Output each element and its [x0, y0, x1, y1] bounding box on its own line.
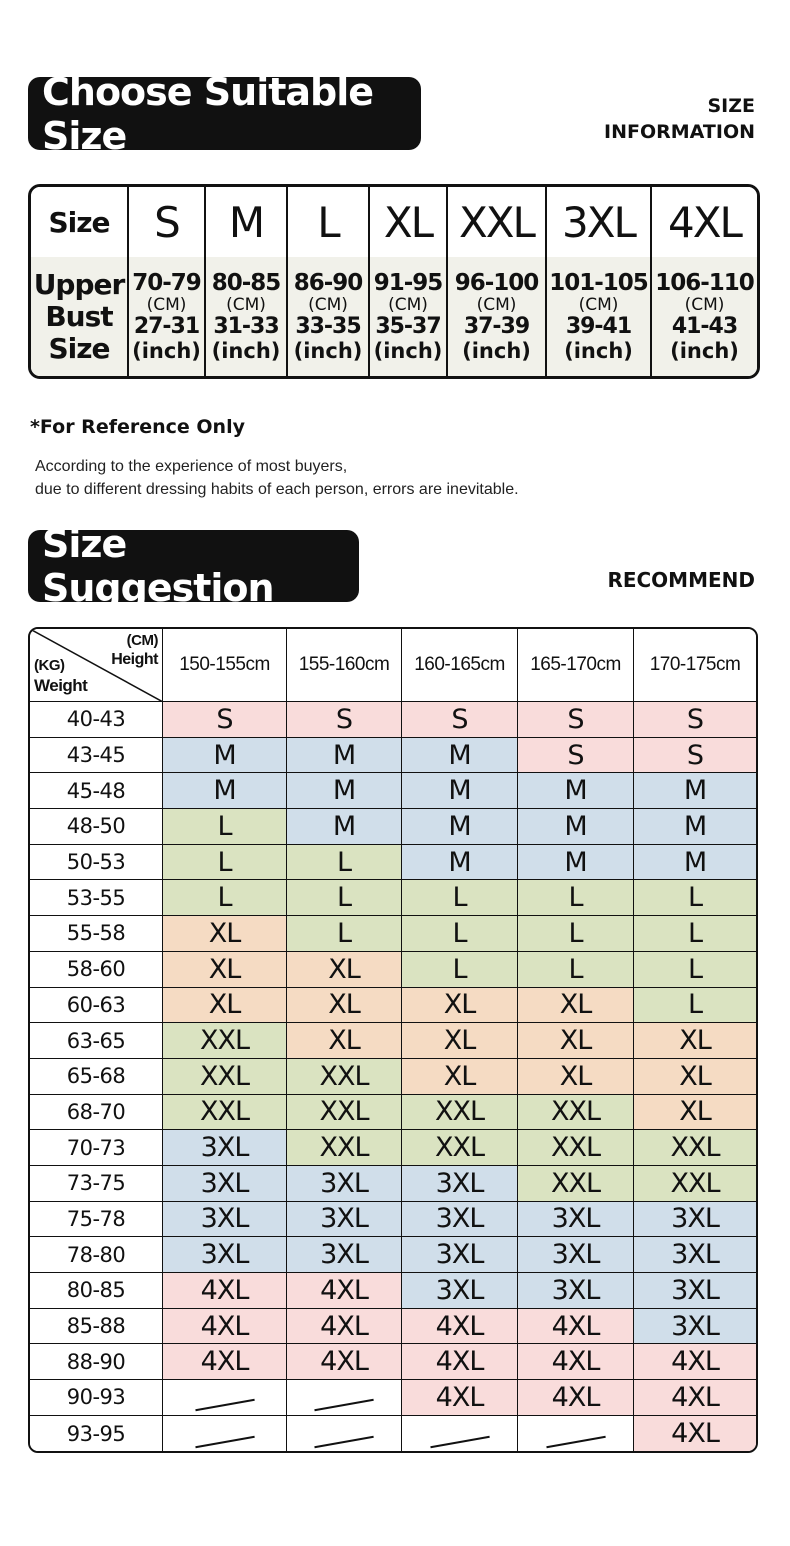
weight-cell: 63-65 — [30, 1023, 163, 1059]
suggested-size-cell: L — [634, 880, 756, 916]
corner-height-label: Height — [111, 651, 158, 668]
weight-row — [30, 845, 756, 881]
suggested-size-cell: 3XL — [518, 1237, 634, 1273]
suggested-size-cell: XL — [287, 988, 402, 1024]
size-information-table — [28, 184, 760, 379]
suggested-size-cell: XXL — [402, 1095, 518, 1131]
weight-cell: 53-55 — [30, 880, 163, 916]
suggested-size-cell: XXL — [402, 1130, 518, 1166]
bust-inch-value: 35-37 — [375, 313, 441, 339]
suggested-size-cell: L — [402, 952, 518, 988]
suggested-size-cell: 3XL — [518, 1202, 634, 1238]
suggested-size-cell: 4XL — [402, 1380, 518, 1416]
weight-cell: 50-53 — [30, 845, 163, 881]
height-header-cell: 170-175cm — [634, 629, 756, 702]
suggested-size-cell: XL — [402, 1059, 518, 1095]
size-cell-xl: XL — [370, 187, 448, 257]
suggested-size-cell: 4XL — [634, 1416, 756, 1452]
suggested-size-cell: L — [518, 880, 634, 916]
weight-row — [30, 1309, 756, 1345]
suggested-size-cell: L — [634, 952, 756, 988]
upper-bust-size-header-cell — [31, 257, 129, 376]
inch-unit-label: (inch) — [132, 338, 201, 363]
suggested-size-cell: 4XL — [518, 1309, 634, 1345]
not-available-dash-icon — [430, 1435, 489, 1447]
weight-cell: 60-63 — [30, 988, 163, 1024]
suggested-size-cell: XXL — [518, 1130, 634, 1166]
suggested-size-cell: 3XL — [634, 1202, 756, 1238]
weight-cell: 88-90 — [30, 1344, 163, 1380]
suggested-size-cell: 3XL — [634, 1273, 756, 1309]
suggested-size-cell: M — [163, 738, 287, 774]
suggested-size-cell: 4XL — [287, 1273, 402, 1309]
inch-unit-label: (inch) — [373, 338, 443, 363]
size-header-cell: Size — [31, 187, 129, 257]
size-cell-xxl: XXL — [448, 187, 547, 257]
size-row — [31, 187, 757, 257]
suggested-size-cell: L — [634, 916, 756, 952]
suggested-size-cell: 4XL — [634, 1380, 756, 1416]
suggested-size-cell: XL — [163, 988, 287, 1024]
suggested-size-cell: M — [402, 845, 518, 881]
not-available-cell — [163, 1416, 287, 1452]
bust-inch-value: 37-39 — [463, 313, 530, 339]
weight-cell: 65-68 — [30, 1059, 163, 1095]
suggested-size-cell: XL — [518, 1023, 634, 1059]
upper-bust-header-word: Size — [48, 331, 110, 365]
suggested-size-cell: XXL — [634, 1166, 756, 1202]
weight-row — [30, 1059, 756, 1095]
weight-row — [30, 1273, 756, 1309]
weight-row — [30, 738, 756, 774]
suggested-size-cell: 3XL — [163, 1130, 287, 1166]
weight-cell: 40-43 — [30, 702, 163, 738]
weight-cell: 75-78 — [30, 1202, 163, 1238]
suggested-size-cell: M — [518, 845, 634, 881]
bust-cell-4xl — [652, 257, 757, 376]
weight-row — [30, 1237, 756, 1273]
suggested-size-cell: 3XL — [287, 1202, 402, 1238]
suggested-size-cell: L — [634, 988, 756, 1024]
suggested-size-cell: XXL — [634, 1130, 756, 1166]
not-available-cell — [163, 1380, 287, 1416]
cm-unit-label: (CM) — [226, 294, 266, 315]
suggested-size-cell: M — [634, 809, 756, 845]
weight-cell: 73-75 — [30, 1166, 163, 1202]
recommend-label: RECOMMEND — [607, 568, 755, 592]
suggested-size-cell: L — [287, 880, 402, 916]
suggested-size-cell: M — [634, 773, 756, 809]
suggested-size-cell: L — [402, 880, 518, 916]
not-available-cell — [402, 1416, 518, 1452]
suggested-size-cell: XL — [634, 1095, 756, 1131]
weight-cell: 70-73 — [30, 1130, 163, 1166]
corner-weight-label: Weight — [34, 676, 88, 695]
cm-unit-label: (CM) — [578, 294, 619, 315]
height-header-cell: 155-160cm — [287, 629, 402, 702]
corner-cell — [30, 629, 163, 702]
suggested-size-cell: 3XL — [287, 1237, 402, 1273]
weight-row — [30, 702, 756, 738]
bust-cm-value: 106-110 — [655, 269, 754, 296]
section-title-size-suggestion: Size Suggestion — [28, 530, 359, 602]
bust-inch-value: 41-43 — [671, 313, 738, 339]
not-available-dash-icon — [314, 1399, 373, 1411]
suggested-size-cell: S — [402, 702, 518, 738]
suggested-size-cell: XXL — [163, 1095, 287, 1131]
inch-unit-label: (inch) — [293, 338, 363, 363]
suggested-size-cell: 3XL — [634, 1237, 756, 1273]
inch-unit-label: (inch) — [564, 338, 633, 363]
suggested-size-cell: S — [163, 702, 287, 738]
bust-cell-3xl — [547, 257, 652, 376]
reference-note-line-2: due to different dressing habits of each person, errors are inevitable. — [35, 481, 519, 498]
reference-note-title: *For Reference Only — [30, 416, 245, 438]
bust-row — [31, 257, 757, 376]
bust-cm-value: 86-90 — [293, 269, 363, 296]
size-cell-4xl: 4XL — [652, 187, 757, 257]
weight-cell: 80-85 — [30, 1273, 163, 1309]
suggested-size-cell: M — [518, 809, 634, 845]
suggested-size-cell: L — [402, 916, 518, 952]
suggested-size-cell: 3XL — [163, 1237, 287, 1273]
weight-row — [30, 952, 756, 988]
suggested-size-cell: 4XL — [287, 1309, 402, 1345]
weight-row — [30, 988, 756, 1024]
weight-cell: 43-45 — [30, 738, 163, 774]
suggested-size-cell: 4XL — [163, 1309, 287, 1345]
suggested-size-cell: 3XL — [402, 1166, 518, 1202]
suggested-size-cell: M — [402, 773, 518, 809]
suggested-size-cell: XXL — [518, 1166, 634, 1202]
suggested-size-cell: 4XL — [287, 1344, 402, 1380]
suggested-size-cell: M — [402, 738, 518, 774]
bust-inch-value: 39-41 — [565, 313, 632, 339]
not-available-cell — [518, 1416, 634, 1452]
bust-inch-value: 27-31 — [133, 313, 200, 339]
suggested-size-cell: 3XL — [163, 1166, 287, 1202]
weight-cell: 93-95 — [30, 1416, 163, 1452]
bust-cell-l — [288, 257, 370, 376]
suggested-size-cell: XL — [163, 952, 287, 988]
weight-row — [30, 1344, 756, 1380]
weight-row — [30, 1166, 756, 1202]
weight-row — [30, 1380, 756, 1416]
suggested-size-cell: XXL — [518, 1095, 634, 1131]
suggested-size-cell: M — [402, 809, 518, 845]
bust-inch-value: 31-33 — [213, 313, 279, 339]
weight-row — [30, 1130, 756, 1166]
weight-row — [30, 916, 756, 952]
size-information-label: SIZE INFORMATION — [604, 95, 755, 143]
suggested-size-cell: M — [287, 738, 402, 774]
suggested-size-cell: 4XL — [518, 1344, 634, 1380]
height-header-cell: 150-155cm — [163, 629, 287, 702]
suggested-size-cell: 3XL — [634, 1309, 756, 1345]
suggested-size-cell: L — [163, 880, 287, 916]
bust-cell-m — [206, 257, 288, 376]
bust-cm-value: 91-95 — [373, 269, 443, 296]
size-cell-s: S — [129, 187, 206, 257]
suggested-size-cell: XXL — [163, 1059, 287, 1095]
suggested-size-cell: XXL — [287, 1059, 402, 1095]
suggested-size-cell: M — [287, 809, 402, 845]
suggested-size-cell: 4XL — [402, 1309, 518, 1345]
bust-cm-value: 80-85 — [211, 269, 281, 296]
suggested-size-cell: 3XL — [518, 1273, 634, 1309]
weight-row — [30, 880, 756, 916]
not-available-dash-icon — [195, 1435, 254, 1447]
corner-cm-unit: (CM) — [126, 632, 158, 649]
suggested-size-cell: S — [634, 702, 756, 738]
suggested-size-cell: 3XL — [402, 1202, 518, 1238]
size-cell-l: L — [288, 187, 370, 257]
cm-unit-label: (CM) — [684, 294, 725, 315]
suggested-size-cell: 3XL — [402, 1273, 518, 1309]
weight-row — [30, 1202, 756, 1238]
bust-cell-xl — [370, 257, 448, 376]
inch-unit-label: (inch) — [462, 338, 531, 363]
not-available-dash-icon — [195, 1399, 254, 1411]
weight-row — [30, 1416, 756, 1452]
inch-unit-label: (inch) — [670, 338, 739, 363]
suggested-size-cell: XL — [634, 1023, 756, 1059]
suggested-size-cell: L — [287, 845, 402, 881]
suggested-size-cell: S — [518, 738, 634, 774]
suggested-size-cell: 4XL — [163, 1344, 287, 1380]
not-available-dash-icon — [314, 1435, 373, 1447]
upper-bust-header-word: Bust — [45, 299, 113, 333]
suggested-size-cell: 4XL — [634, 1344, 756, 1380]
cm-unit-label: (CM) — [146, 294, 187, 315]
suggested-size-cell: M — [163, 773, 287, 809]
bust-cell-s — [129, 257, 206, 376]
corner-kg-unit: (KG) — [34, 657, 65, 674]
bust-cell-xxl — [448, 257, 547, 376]
weight-row — [30, 1095, 756, 1131]
cm-unit-label: (CM) — [308, 294, 348, 315]
suggested-size-cell: 4XL — [518, 1380, 634, 1416]
not-available-cell — [287, 1380, 402, 1416]
suggested-size-cell: M — [287, 773, 402, 809]
size-suggestion-table — [28, 627, 758, 1453]
suggested-size-cell: L — [163, 809, 287, 845]
weight-cell: 85-88 — [30, 1309, 163, 1345]
suggested-size-cell: XXL — [287, 1130, 402, 1166]
suggested-size-cell: 3XL — [163, 1202, 287, 1238]
suggested-size-cell: XL — [287, 952, 402, 988]
suggested-size-cell: XXL — [287, 1095, 402, 1131]
suggested-size-cell: XL — [402, 988, 518, 1024]
suggested-size-cell: XL — [402, 1023, 518, 1059]
bust-inch-value: 33-35 — [295, 313, 361, 339]
suggested-size-cell: 3XL — [402, 1237, 518, 1273]
suggested-size-cell: M — [634, 845, 756, 881]
size-cell-m: M — [206, 187, 288, 257]
weight-row — [30, 1023, 756, 1059]
suggested-size-cell: XL — [287, 1023, 402, 1059]
weight-cell: 78-80 — [30, 1237, 163, 1273]
weight-cell: 55-58 — [30, 916, 163, 952]
height-header-row — [30, 629, 756, 702]
section-title-choose-size: Choose Suitable Size — [28, 77, 421, 150]
reference-note-line-1: According to the experience of most buyers, — [35, 458, 348, 475]
size-cell-3xl: 3XL — [547, 187, 652, 257]
weight-cell: 48-50 — [30, 809, 163, 845]
suggested-size-cell: 4XL — [402, 1344, 518, 1380]
suggested-size-cell: L — [163, 845, 287, 881]
suggested-size-cell: 4XL — [163, 1273, 287, 1309]
suggested-size-cell: S — [287, 702, 402, 738]
inch-unit-label: (inch) — [211, 338, 281, 363]
weight-cell: 68-70 — [30, 1095, 163, 1131]
weight-row — [30, 809, 756, 845]
suggested-size-cell: S — [518, 702, 634, 738]
bust-cm-value: 101-105 — [549, 269, 648, 296]
suggested-size-cell: L — [518, 952, 634, 988]
weight-cell: 45-48 — [30, 773, 163, 809]
suggested-size-cell: XXL — [163, 1023, 287, 1059]
height-header-cell: 160-165cm — [402, 629, 518, 702]
height-header-cell: 165-170cm — [518, 629, 634, 702]
suggested-size-cell: XL — [518, 988, 634, 1024]
cm-unit-label: (CM) — [476, 294, 517, 315]
not-available-dash-icon — [546, 1435, 605, 1447]
suggested-size-cell: L — [518, 916, 634, 952]
not-available-cell — [287, 1416, 402, 1452]
suggested-size-cell: XL — [163, 916, 287, 952]
suggested-size-cell: L — [287, 916, 402, 952]
weight-row — [30, 773, 756, 809]
suggested-size-cell: XL — [634, 1059, 756, 1095]
bust-cm-value: 96-100 — [454, 269, 539, 296]
weight-cell: 58-60 — [30, 952, 163, 988]
upper-bust-header-word: Upper — [33, 267, 125, 301]
suggested-size-cell: M — [518, 773, 634, 809]
weight-cell: 90-93 — [30, 1380, 163, 1416]
bust-cm-value: 70-79 — [132, 269, 201, 296]
suggested-size-cell: XL — [518, 1059, 634, 1095]
suggested-size-cell: S — [634, 738, 756, 774]
cm-unit-label: (CM) — [388, 294, 428, 315]
suggested-size-cell: 3XL — [287, 1166, 402, 1202]
